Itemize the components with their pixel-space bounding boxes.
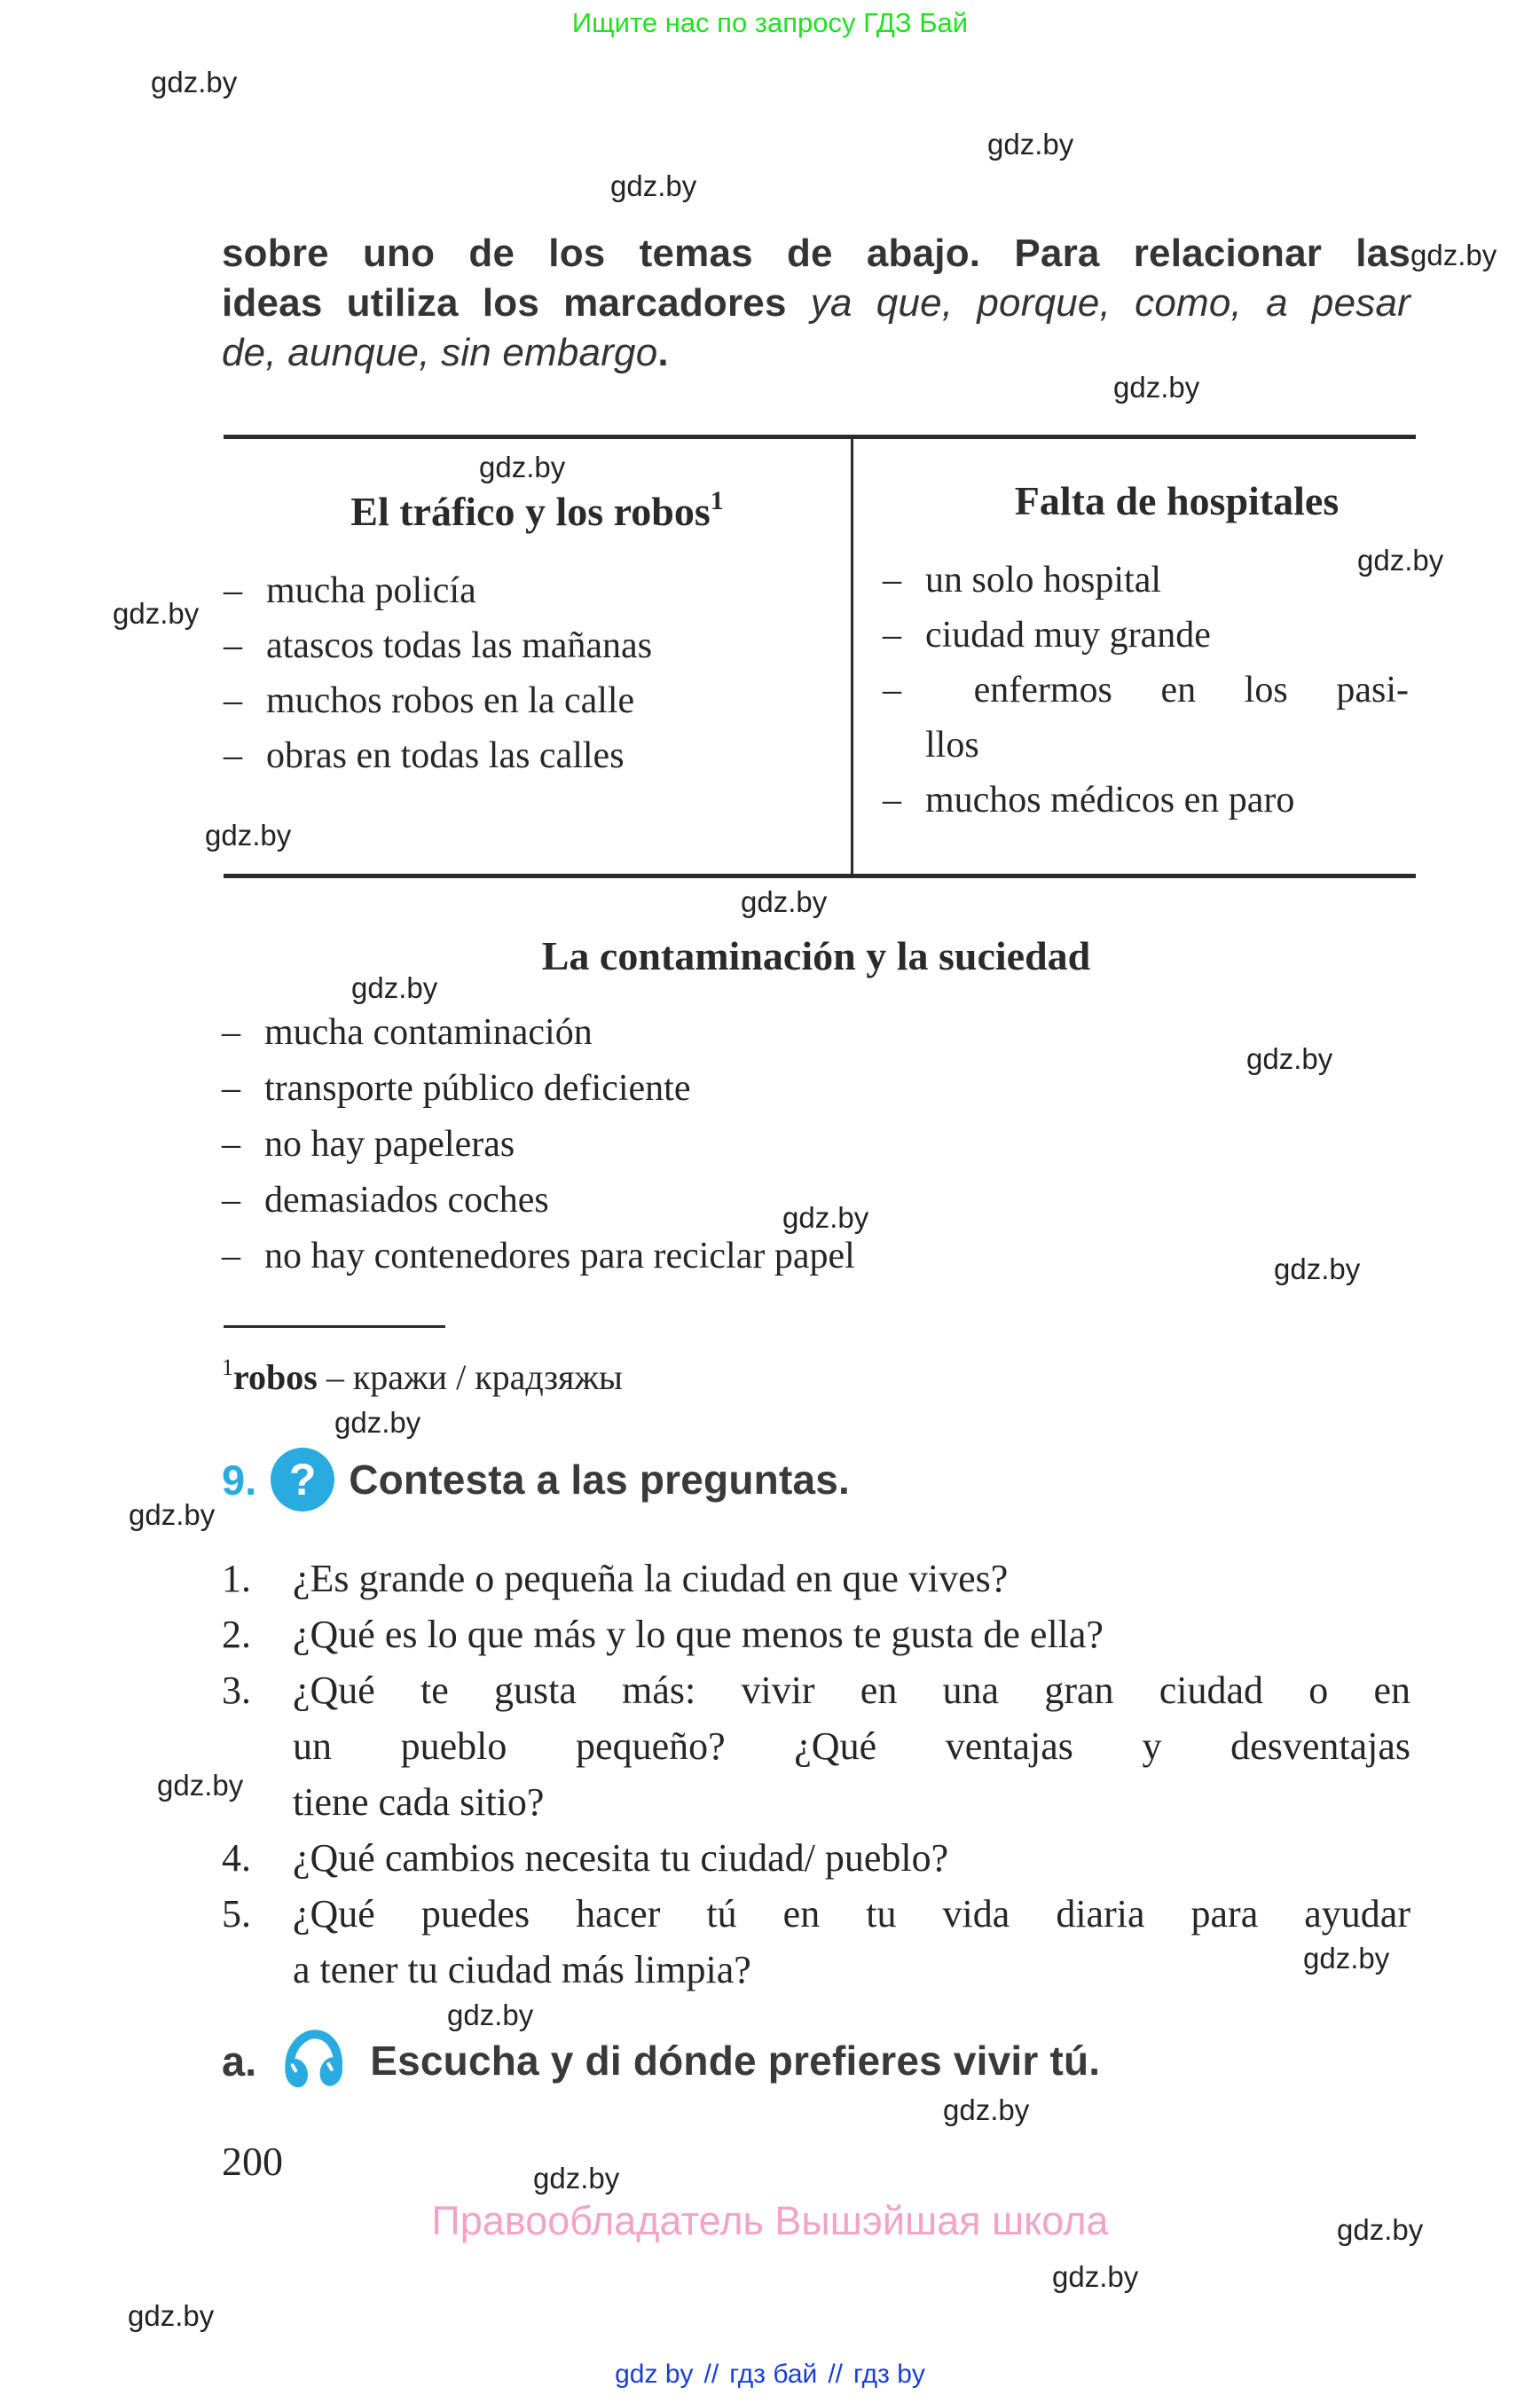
list-item: – no hay contenedores para reciclar papel bbox=[222, 1229, 1414, 1284]
list-item: – transporte público deficiente bbox=[222, 1061, 1414, 1117]
question-5: 5. ¿Qué puedes hacer tú en tu vida diaria para ayudar a tener tu ciudad más limpia? bbox=[222, 1892, 1410, 1991]
watermark: gdz.by bbox=[479, 451, 566, 483]
list-item: – un solo hospital bbox=[883, 553, 1416, 608]
topic-title-trafico: El tráfico y los robos$^1$ bbox=[350, 486, 724, 534]
watermark: gdz.by bbox=[351, 971, 438, 1004]
exercise-instruction: Escucha y di dónde prefieres vivir tú. bbox=[370, 2038, 1101, 2084]
dash-bullet: – bbox=[883, 780, 901, 821]
list-item: – ciudad muy grande bbox=[883, 608, 1416, 663]
table-cell-hospitales bbox=[853, 439, 1416, 874]
question-4: 4. ¿Qué cambios necesita tu ciudad/ pueblo? bbox=[222, 1836, 949, 1880]
dash-bullet: – bbox=[222, 1180, 240, 1221]
watermark: gdz.by bbox=[1113, 371, 1200, 404]
topic-title-contaminacion: La contaminación y la suciedad bbox=[541, 933, 1091, 978]
footer-link[interactable]: гдз by bbox=[853, 2360, 925, 2389]
topic-list-trafico bbox=[224, 563, 851, 783]
intro-paragraph bbox=[222, 229, 1410, 378]
watermark: gdz.by bbox=[113, 597, 200, 630]
dash-bullet: – bbox=[883, 670, 901, 711]
watermark: gdz.by bbox=[610, 169, 697, 202]
list-item: – muchos médicos en paro bbox=[883, 773, 1416, 828]
watermark: gdz.by bbox=[1246, 1042, 1333, 1075]
watermark: gdz.by bbox=[1410, 239, 1497, 271]
dash-bullet: – bbox=[222, 1236, 240, 1276]
footnote-ref: 1 bbox=[710, 486, 724, 515]
question-circle-icon: ? bbox=[271, 1448, 334, 1512]
watermark: gdz.by bbox=[782, 1201, 869, 1234]
question-2: 2. ¿Qué es lo que más y lo que menos te gusta de ella? bbox=[222, 1613, 1104, 1656]
dash-bullet: – bbox=[224, 735, 242, 776]
watermark: gdz.by bbox=[1357, 544, 1444, 577]
watermark: gdz.by bbox=[128, 2299, 215, 2332]
footer-links bbox=[0, 2360, 1540, 2390]
list-item: – mucha contaminación bbox=[222, 1005, 1414, 1061]
watermark: gdz.by bbox=[447, 1999, 534, 2031]
watermark: gdz.by bbox=[741, 885, 828, 918]
exercise-a-header bbox=[222, 2028, 1410, 2093]
question-3: 3. ¿Qué te gusta más: vivir en una gran ciudad o en un pueblo pequeño? ¿Qué ventajas y desventajas tiene cada sitio? bbox=[222, 1669, 1410, 1824]
watermark: gdz.by bbox=[1274, 1253, 1361, 1285]
footnote-definition: – кражи / крадзяжы bbox=[326, 1357, 623, 1397]
headphones-icon bbox=[279, 2029, 348, 2093]
watermark: gdz.by bbox=[943, 2093, 1030, 2126]
watermark: gdz.by bbox=[987, 128, 1074, 161]
watermark: gdz.by bbox=[1303, 1942, 1390, 1975]
footnote-term: robos bbox=[233, 1357, 318, 1397]
topic-list-hospitales bbox=[883, 553, 1416, 828]
copyright-line: Правообладатель Вышэйшая школа bbox=[431, 2198, 1109, 2243]
footer-link[interactable]: gdz by bbox=[615, 2360, 694, 2389]
watermark: gdz.by bbox=[157, 1769, 244, 1802]
dash-bullet: – bbox=[883, 560, 901, 601]
topic-list-contaminacion bbox=[222, 1005, 1414, 1284]
dash-bullet: – bbox=[224, 625, 242, 666]
list-item-continuation: llos bbox=[925, 725, 979, 766]
dash-bullet: – bbox=[222, 1124, 240, 1165]
exercise-9-header bbox=[222, 1446, 1410, 1513]
intro-line: de, aunque, sin embargo. bbox=[222, 331, 669, 374]
footer-separator: // bbox=[828, 2360, 843, 2389]
footnote bbox=[222, 1345, 623, 1401]
dash-bullet: – bbox=[883, 615, 901, 656]
dash-bullet: – bbox=[222, 1012, 240, 1053]
list-item: – enfermos en los pasi- bbox=[883, 663, 1416, 718]
list-item: – demasiados coches bbox=[222, 1173, 1414, 1229]
footer-separator: // bbox=[703, 2360, 719, 2389]
question-1: 1. ¿Es grande o pequeña la ciudad en que vives? bbox=[222, 1557, 1009, 1600]
exercise-number: 9. bbox=[222, 1456, 257, 1504]
list-item: – muchos robos en la calle bbox=[224, 673, 851, 728]
watermark: gdz.by bbox=[151, 66, 238, 98]
dash-bullet: – bbox=[224, 680, 242, 721]
intro-line: ideas utiliza los marcadores ya que, porque, como, a pesar bbox=[222, 281, 1410, 325]
footer-link[interactable]: гдз бай bbox=[729, 2360, 818, 2389]
page-number: 200 bbox=[222, 2139, 283, 2184]
dash-bullet: – bbox=[224, 570, 242, 611]
table-cell-trafico bbox=[224, 439, 853, 874]
list-item: – atascos todas las mañanas bbox=[224, 618, 851, 673]
list-item: – obras en todas las calles bbox=[224, 728, 851, 783]
promo-note: Ищите нас по запросу ГДЗ Бай bbox=[571, 7, 969, 38]
watermark: gdz.by bbox=[129, 1498, 216, 1531]
topic-title-hospitales: Falta de hospitales bbox=[1014, 478, 1340, 523]
topics-table bbox=[224, 435, 1416, 878]
list-item: – no hay papeleras bbox=[222, 1117, 1414, 1173]
exercise-label: a. bbox=[222, 2037, 257, 2085]
watermark: gdz.by bbox=[1052, 2260, 1139, 2293]
footnote-marker: 1 bbox=[222, 1355, 233, 1380]
footnote-divider bbox=[224, 1325, 445, 1328]
watermark: gdz.by bbox=[1337, 2213, 1424, 2246]
list-item: – mucha policía bbox=[224, 563, 851, 618]
watermark: gdz.by bbox=[533, 2162, 620, 2195]
watermark: gdz.by bbox=[205, 819, 292, 852]
questions-list bbox=[222, 1551, 1410, 1998]
dash-bullet: – bbox=[222, 1068, 240, 1109]
intro-line: sobre uno de los temas de abajo. Para relacionar las bbox=[222, 232, 1410, 275]
exercise-instruction: Contesta a las preguntas. bbox=[349, 1457, 851, 1503]
watermark: gdz.by bbox=[334, 1406, 421, 1439]
